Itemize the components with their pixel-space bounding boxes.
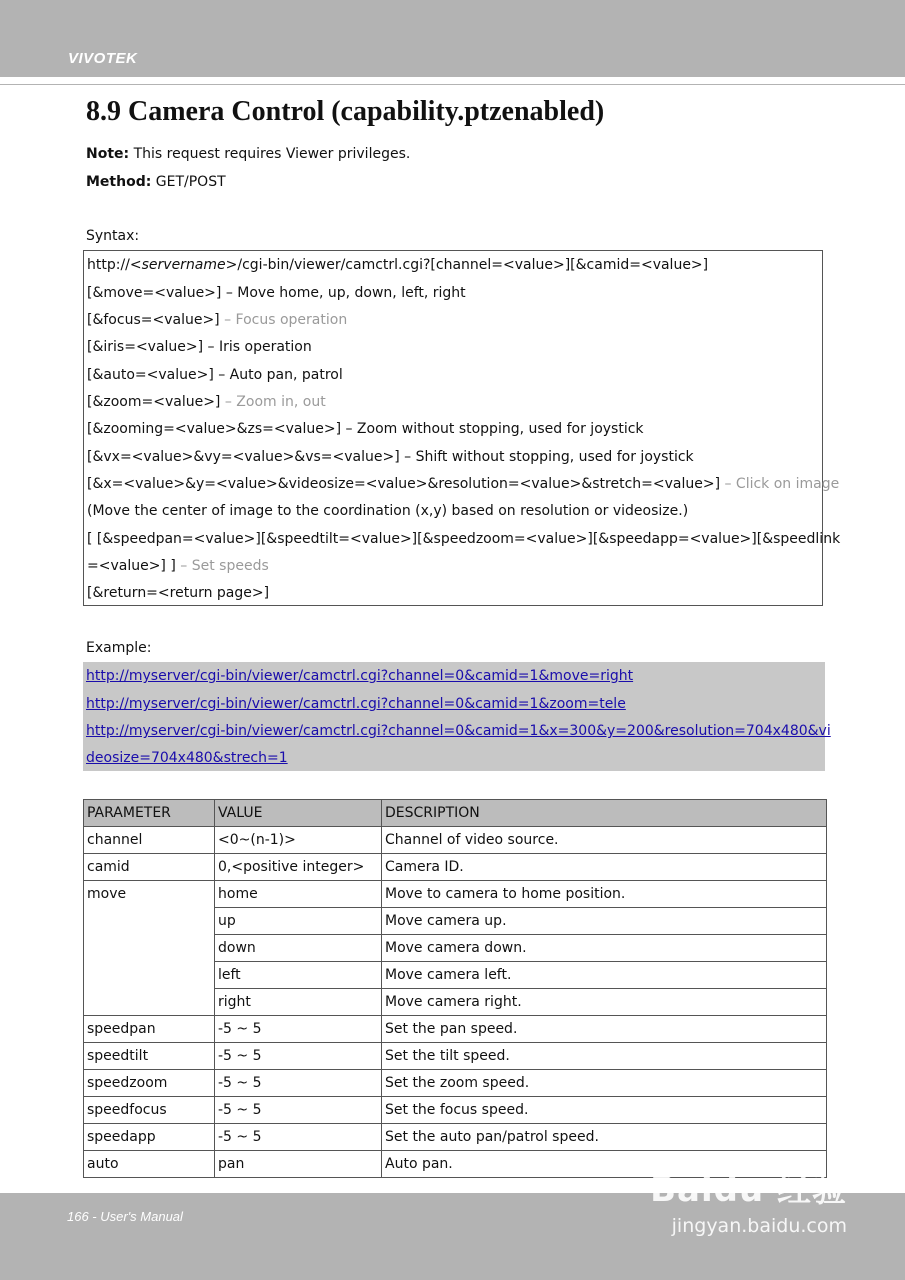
syntax-url-path: /cgi-bin/viewer/camctrl.cgi?[channel=<value>][&camid=<value>] <box>237 257 709 273</box>
syntax-code: [&x=<value>&y=<value>&videosize=<value>&resolution=<value>&stretch=<value>] <box>87 476 725 492</box>
syntax-line <box>87 556 269 576</box>
syntax-line <box>87 501 688 521</box>
example-label: Example: <box>86 640 152 656</box>
watermark-url: jingyan.baidu.com <box>671 1215 847 1237</box>
syntax-line <box>87 583 269 603</box>
param-cell: move <box>84 881 215 1016</box>
column-header: PARAMETER <box>84 800 215 827</box>
brand-logo: VIVOTEK <box>68 50 138 67</box>
description-cell: Set the auto pan/patrol speed. <box>382 1124 827 1151</box>
table-row <box>84 1124 827 1151</box>
description-cell: Camera ID. <box>382 854 827 881</box>
example-box <box>83 662 831 771</box>
header-divider <box>0 84 905 85</box>
syntax-code: [ [&speedpan=<value>][&speedtilt=<value>][&speedzoom=<value>][&speedapp=<value>][&speedlink <box>87 531 841 547</box>
example-link-move[interactable]: http://myserver/cgi-bin/viewer/camctrl.cgi?channel=0&camid=1&move=right <box>86 668 634 684</box>
value-cell: pan <box>215 1151 382 1178</box>
syntax-note: – Set speeds <box>180 558 269 574</box>
syntax-code: (Move the center of image to the coordination (x,y) based on resolution or videosize.) <box>87 503 689 519</box>
column-header: VALUE <box>215 800 382 827</box>
value-cell: 0,<positive integer> <box>215 854 382 881</box>
syntax-code: [&return=<return page>] <box>87 585 270 601</box>
method-line <box>86 174 226 190</box>
description-cell: Auto pan. <box>382 1151 827 1178</box>
syntax-code: [&move=<value>] – Move home, up, down, left, right <box>87 285 466 301</box>
table-row <box>84 827 827 854</box>
example-link-zoom[interactable]: http://myserver/cgi-bin/viewer/camctrl.cgi?channel=0&camid=1&zoom=tele <box>86 696 626 712</box>
value-cell: -5 ~ 5 <box>215 1097 382 1124</box>
syntax-line <box>87 447 694 467</box>
method-label: Method: <box>86 174 152 190</box>
syntax-line <box>87 310 347 330</box>
watermark-logo: Baidu 经验 <box>650 1170 847 1210</box>
note-text: This request requires Viewer privileges. <box>129 146 411 162</box>
syntax-code: [&focus=<value>] <box>87 312 225 328</box>
syntax-code: [&zoom=<value>] <box>87 394 225 410</box>
table-row <box>84 1016 827 1043</box>
description-cell: Channel of video source. <box>382 827 827 854</box>
parameter-table <box>83 799 827 1178</box>
param-cell: speedfocus <box>84 1097 215 1124</box>
syntax-code: [&auto=<value>] – Auto pan, patrol <box>87 367 343 383</box>
syntax-code: [&vx=<value>&vy=<value>&vs=<value>] – Shift without stopping, used for joystick <box>87 449 694 465</box>
value-cell: -5 ~ 5 <box>215 1043 382 1070</box>
param-cell: channel <box>84 827 215 854</box>
syntax-note: – Focus operation <box>224 312 348 328</box>
description-cell: Set the focus speed. <box>382 1097 827 1124</box>
syntax-note: – Click on image <box>724 476 840 492</box>
table-row <box>84 881 827 908</box>
syntax-url-prefix: http:// <box>87 257 130 273</box>
param-cell: speedpan <box>84 1016 215 1043</box>
value-cell: <0~(n-1)> <box>215 827 382 854</box>
syntax-line <box>87 419 644 439</box>
example-link-click[interactable]: http://myserver/cgi-bin/viewer/camctrl.cgi?channel=0&camid=1&x=300&y=200&resolution=704x480&vi <box>86 723 831 739</box>
syntax-code: =<value>] ] <box>87 558 181 574</box>
value-cell: down <box>215 935 382 962</box>
footer-page-number: 166 - User's Manual <box>67 1209 183 1224</box>
example-link-click-cont[interactable]: deosize=704x480&strech=1 <box>86 750 288 766</box>
syntax-line <box>87 392 326 412</box>
value-cell: -5 ~ 5 <box>215 1124 382 1151</box>
description-cell: Set the zoom speed. <box>382 1070 827 1097</box>
syntax-line <box>87 283 466 303</box>
description-cell: Move to camera to home position. <box>382 881 827 908</box>
value-cell: -5 ~ 5 <box>215 1016 382 1043</box>
note-line <box>86 146 410 162</box>
param-cell: camid <box>84 854 215 881</box>
syntax-servername: <servername> <box>129 257 238 273</box>
description-cell: Move camera right. <box>382 989 827 1016</box>
param-cell: auto <box>84 1151 215 1178</box>
value-cell: home <box>215 881 382 908</box>
value-cell: -5 ~ 5 <box>215 1070 382 1097</box>
page-title: 8.9 Camera Control (capability.ptzenabled) <box>86 96 605 127</box>
syntax-note: – Zoom in, out <box>224 394 326 410</box>
param-cell: speedapp <box>84 1124 215 1151</box>
column-header: DESCRIPTION <box>382 800 827 827</box>
note-label: Note: <box>86 146 130 162</box>
value-cell: right <box>215 989 382 1016</box>
param-cell: speedtilt <box>84 1043 215 1070</box>
value-cell: left <box>215 962 382 989</box>
param-cell: speedzoom <box>84 1070 215 1097</box>
description-cell: Set the pan speed. <box>382 1016 827 1043</box>
description-cell: Move camera up. <box>382 908 827 935</box>
table-row <box>84 1097 827 1124</box>
syntax-line <box>87 474 839 494</box>
syntax-line <box>87 365 343 385</box>
syntax-box <box>83 250 841 606</box>
description-cell: Move camera down. <box>382 935 827 962</box>
method-text: GET/POST <box>151 174 226 190</box>
syntax-label: Syntax: <box>86 228 140 244</box>
table-row <box>84 1070 827 1097</box>
syntax-code: [&zooming=<value>&zs=<value>] – Zoom without stopping, used for joystick <box>87 421 644 437</box>
syntax-code: [&iris=<value>] – Iris operation <box>87 339 312 355</box>
description-cell: Move camera left. <box>382 962 827 989</box>
value-cell: up <box>215 908 382 935</box>
description-cell: Set the tilt speed. <box>382 1043 827 1070</box>
syntax-line <box>87 337 312 357</box>
table-header-row <box>84 800 827 827</box>
table-row <box>84 1043 827 1070</box>
table-row <box>84 854 827 881</box>
syntax-line <box>87 529 840 549</box>
syntax-line-url <box>87 255 708 275</box>
